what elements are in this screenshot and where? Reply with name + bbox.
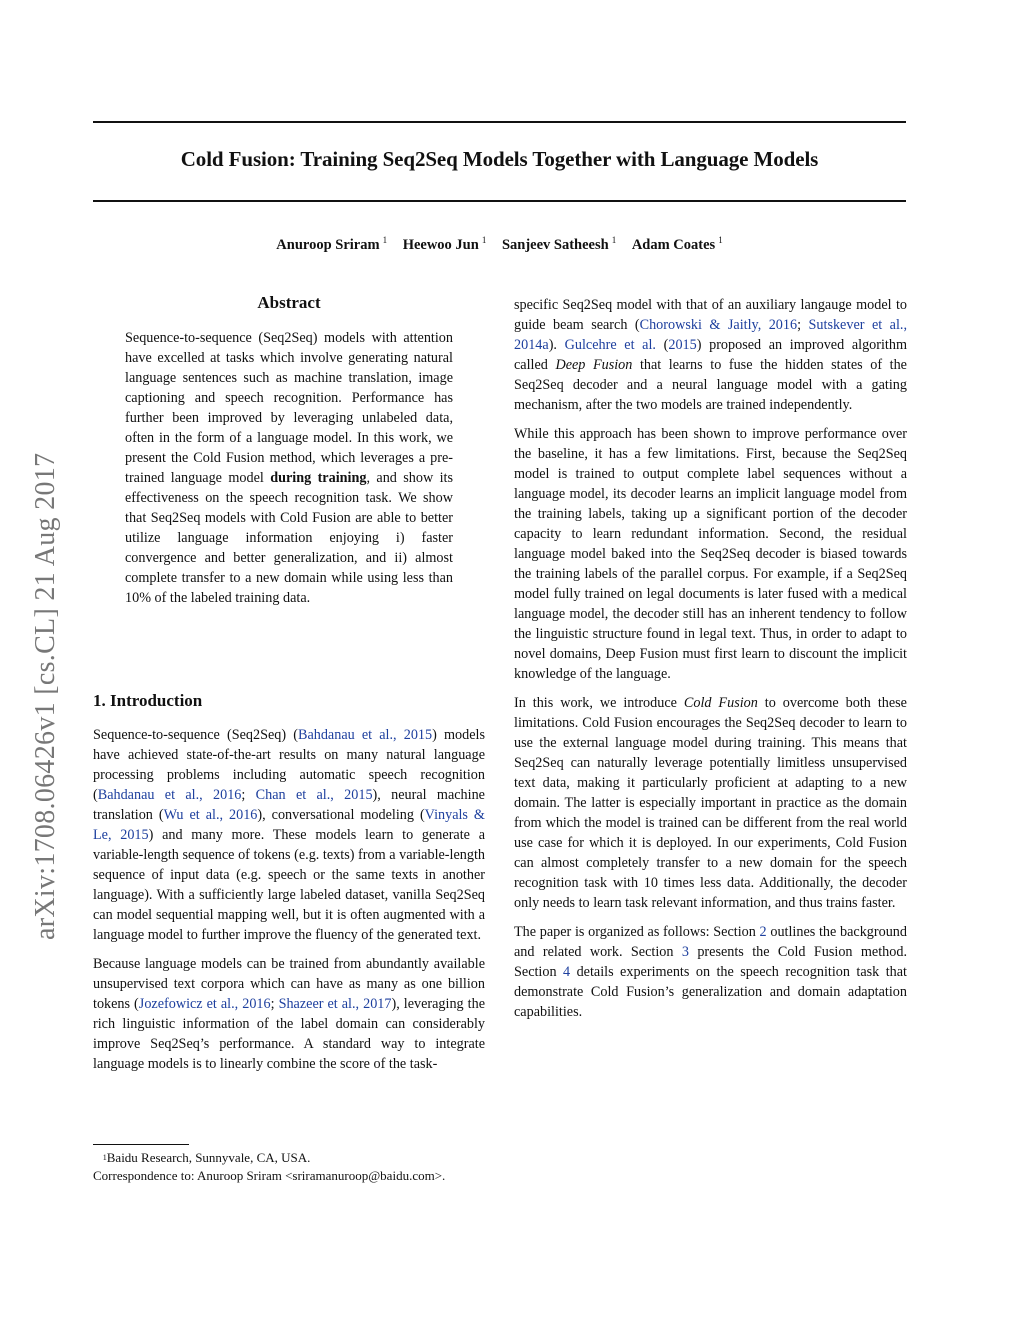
affiliation-mark: 1	[382, 235, 388, 245]
text: outlines the background and related work. Section	[514, 924, 907, 960]
affiliation-mark: 1	[611, 235, 617, 245]
citation-link[interactable]: Jozefowicz et al., 2016	[138, 996, 271, 1012]
affiliation-mark: 1	[481, 235, 487, 245]
citation-link[interactable]: Bahdanau et al., 2016	[97, 787, 242, 803]
citation-link[interactable]: Shazeer et al., 2017	[278, 996, 392, 1012]
citation-link[interactable]: Wu et al., 2016	[163, 807, 258, 823]
title-rule-top	[93, 121, 906, 123]
abstract-text: , and show its effectiveness on the speech recognition task. We show that Seq2Seq models with Cold Fusion are able to better utilize language information enjoying i) faster convergence and better generalization, and ii) almost complete transfer to a new domain while using less than 10% of the labeled training data.	[125, 470, 453, 606]
author-3	[502, 237, 616, 253]
author-2	[403, 237, 487, 253]
text: specific Seq2Seq model with that of an auxiliary langauge model to guide beam search (	[514, 297, 907, 333]
text: ), conversational modeling (	[257, 807, 425, 823]
citation-link[interactable]: 2015	[668, 337, 697, 353]
footnote-rule	[93, 1144, 189, 1145]
author-name: Adam Coates	[631, 237, 716, 253]
text: The paper is organized as follows: Section	[514, 924, 760, 940]
author-name: Anuroop Sriram	[276, 237, 380, 253]
section-link[interactable]: 4	[563, 964, 571, 980]
abstract-text: Sequence-to-sequence (Seq2Seq) models with attention have excelled at tasks which involve generating natural language sentences such as machine translation, image captioning and speech recognition. Performance has further been improved by leveraging unlabeled data, often in the form of a language model. In this work, we present the Cold Fusion method, which leverages a pre-trained language model	[125, 330, 453, 486]
text: to overcome both these limitations. Cold Fusion encourages the Seq2Seq decoder to learn to use the external language model during training. This means that Seq2Seq can naturally leverage potentially limitless unsupervised text data, making it particularly proficient at adapting to a new domain. The latter is especially important in practice as the domain from which the model is trained can be different from the real world use case for which it is deployed. In our experiments, Cold Fusion can almost completely transfer to a new domain for the speech recognition task with 10 times less data. Additionally, the decoder only needs to learn task relevant information, and thus trains faster.	[514, 695, 907, 911]
citation-link[interactable]: Chorowski & Jaitly, 2016	[639, 317, 798, 333]
author-list	[93, 237, 906, 254]
paragraph	[514, 693, 907, 913]
text: details experiments on the speech recognition task that demonstrate Cold Fusion’s generalization and domain adaptation capabilities.	[514, 964, 907, 1020]
paragraph	[93, 725, 485, 945]
paragraph	[93, 954, 485, 1074]
author-4	[632, 237, 723, 253]
text: ).	[548, 337, 565, 353]
paper-title: Cold Fusion: Training Seq2Seq Models Together with Language Models	[180, 147, 819, 171]
section-link[interactable]: 2	[759, 924, 767, 940]
text: (	[655, 337, 669, 353]
paragraph: While this approach has been shown to improve performance over the baseline, it has a few limitations. First, because the Seq2Seq model is trained to output complete label sequences without a language model, its decoder learns an implicit language model from the training labels, taking up a significant portion of the decoder capacity to learn redundant information. Second, the residual language model baked into the Seq2Seq decoder is biased towards the training labels of the parallel corpus. For example, if a Seq2Seq model fully trained on legal documents is later fused with a medical language model, the decoder still has an inherent tendency to follow the linguistic structure found in legal text. Thus, in order to adapt to novel domains, Deep Fusion must first learn to discount the implicit knowledge of the language.	[514, 426, 907, 682]
author-1	[276, 237, 387, 253]
text: ), leveraging the rich linguistic information of the label domain can considerably improve Seq2Seq’s performance. A standard way to integrate language models is to linearly combine the score of the task-	[93, 996, 485, 1072]
abstract-heading: Abstract	[257, 293, 321, 312]
citation-link[interactable]: Bahdanau et al., 2015	[297, 727, 433, 743]
citation-link[interactable]: Sutskever et al., 2014a	[514, 317, 907, 353]
text: Sequence-to-sequence (Seq2Seq) (	[93, 727, 298, 743]
paragraph	[514, 295, 907, 415]
section-heading-introduction: 1. Introduction	[93, 691, 203, 710]
left-column	[93, 725, 485, 1083]
author-name: Heewoo Jun	[402, 237, 479, 253]
paragraph	[514, 922, 907, 1022]
text: Because language models can be trained from abundantly available unsupervised text corpora which can have as many as one billion tokens (	[93, 956, 485, 1012]
emphasis-text: Cold Fusion	[683, 695, 758, 711]
citation-link[interactable]: Chan et al., 2015	[255, 787, 373, 803]
text: presents the Cold Fusion method. Section	[514, 944, 907, 980]
text: ;	[241, 787, 256, 803]
arxiv-stamp: arXiv:1708.06426v1 [cs.CL] 21 Aug 2017	[30, 452, 61, 940]
affiliation-mark: 1	[718, 235, 723, 245]
right-column	[514, 295, 907, 1031]
title-rule-bottom	[93, 200, 906, 202]
footnote-affiliation	[93, 1149, 485, 1167]
text: ;	[797, 317, 809, 333]
text: ) proposed an improved algorithm called	[514, 337, 908, 373]
author-name: Sanjeev Satheesh	[501, 237, 609, 253]
footnote-correspondence: Correspondence to: Anuroop Sriram <sriramanuroop@baidu.com>.	[93, 1168, 446, 1183]
text: ;	[270, 996, 279, 1012]
footnote-mark: 1	[102, 1153, 107, 1162]
text: In this work, we introduce	[514, 695, 684, 711]
text: ) and many more. These models learn to generate a variable-length sequence of tokens (e.g. texts) from a variable-length sequence of input data (e.g. speech or the same texts in another language). With a sufficiently large labeled dataset, vanilla Seq2Seq can model sequential mapping well, but it is often augmented with a language model to further improve the fluency of the generated text.	[93, 827, 485, 943]
citation-link[interactable]: Gulcehre et al.	[564, 337, 656, 353]
emphasis-text: Deep Fusion	[555, 357, 633, 373]
text: that learns to fuse the hidden states of the Seq2Seq decoder and a neural language model with a gating mechanism, after the two models are trained independently.	[514, 357, 907, 413]
abstract-body	[125, 328, 453, 608]
text: ), neural machine translation (	[93, 787, 485, 823]
text: ) models have achieved state-of-the-art results on many natural language processing problems including automatic speech recognition (	[93, 727, 485, 803]
footnote	[93, 1149, 485, 1185]
citation-link[interactable]: Vinyals & Le, 2015	[93, 807, 485, 843]
footnote-text: Baidu Research, Sunnyvale, CA, USA.	[106, 1150, 311, 1165]
section-link[interactable]: 3	[681, 944, 689, 960]
abstract-bold-text: during training	[270, 470, 367, 486]
